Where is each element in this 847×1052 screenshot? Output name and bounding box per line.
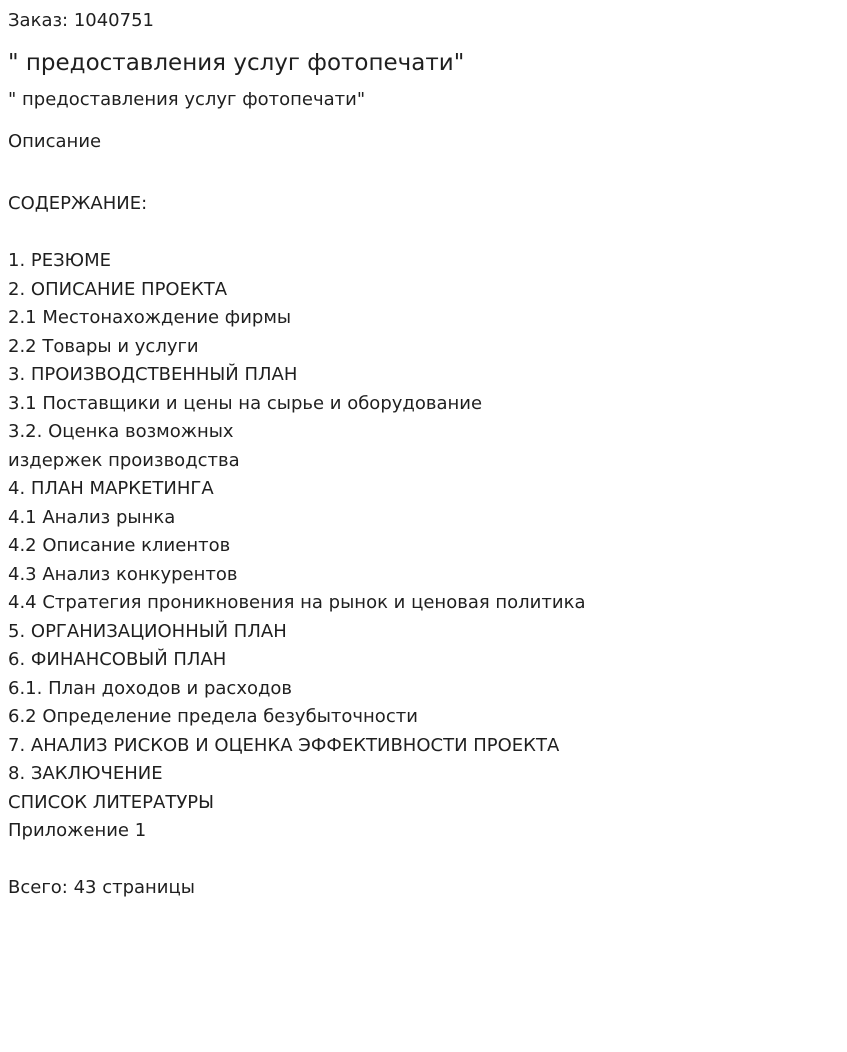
- blank-line: [8, 846, 585, 875]
- description-line: 2. ОПИСАНИЕ ПРОЕКТА: [8, 278, 228, 300]
- description-label: Описание: [8, 131, 102, 152]
- description-line: издержек производства: [8, 449, 240, 471]
- description-line: 6.1. План доходов и расходов: [8, 677, 293, 699]
- description-line: 3.2. Оценка возможных: [8, 421, 234, 442]
- description-line: СОДЕРЖАНИЕ:: [8, 193, 148, 214]
- description-line: 8. ЗАКЛЮЧЕНИЕ: [8, 763, 163, 784]
- description-line: 6. ФИНАНСОВЫЙ ПЛАН: [8, 649, 227, 670]
- description-line: Всего: 43 страницы: [8, 877, 195, 898]
- description-line: 4.4 Стратегия проникновения на рынок и ценовая политика: [8, 592, 586, 613]
- description-line: 6.2 Определение предела безубыточности: [8, 706, 418, 727]
- description-line: 4.1 Анализ рынка: [8, 506, 176, 528]
- description-line: 5. ОРГАНИЗАЦИОННЫЙ ПЛАН: [8, 620, 287, 642]
- description-line: 4.3 Анализ конкурентов: [8, 563, 238, 585]
- description-line: Приложение 1: [8, 820, 147, 841]
- description-line: 7. АНАЛИЗ РИСКОВ И ОЦЕНКА ЭФФЕКТИВНОСТИ ПРОЕКТА: [8, 734, 560, 756]
- blank-line: [8, 219, 585, 248]
- description-line: СПИСОК ЛИТЕРАТУРЫ: [8, 791, 215, 813]
- description-body: [8, 190, 585, 903]
- description-line: 1. РЕЗЮМЕ: [8, 250, 111, 271]
- page-title: " предоставления услуг фотопечати": [8, 50, 465, 76]
- description-line: 3. ПРОИЗВОДСТВЕННЫЙ ПЛАН: [8, 364, 298, 385]
- description-line: 4.2 Описание клиентов: [8, 535, 231, 556]
- description-line: 2.1 Местонахождение фирмы: [8, 307, 292, 328]
- description-line: 4. ПЛАН МАРКЕТИНГА: [8, 478, 214, 499]
- page-subtitle: " предоставления услуг фотопечати": [8, 89, 366, 110]
- order-number: Заказ: 1040751: [8, 10, 154, 31]
- description-line: 2.2 Товары и услуги: [8, 335, 199, 357]
- description-line: 3.1 Поставщики и цены на сырье и оборудование: [8, 392, 483, 414]
